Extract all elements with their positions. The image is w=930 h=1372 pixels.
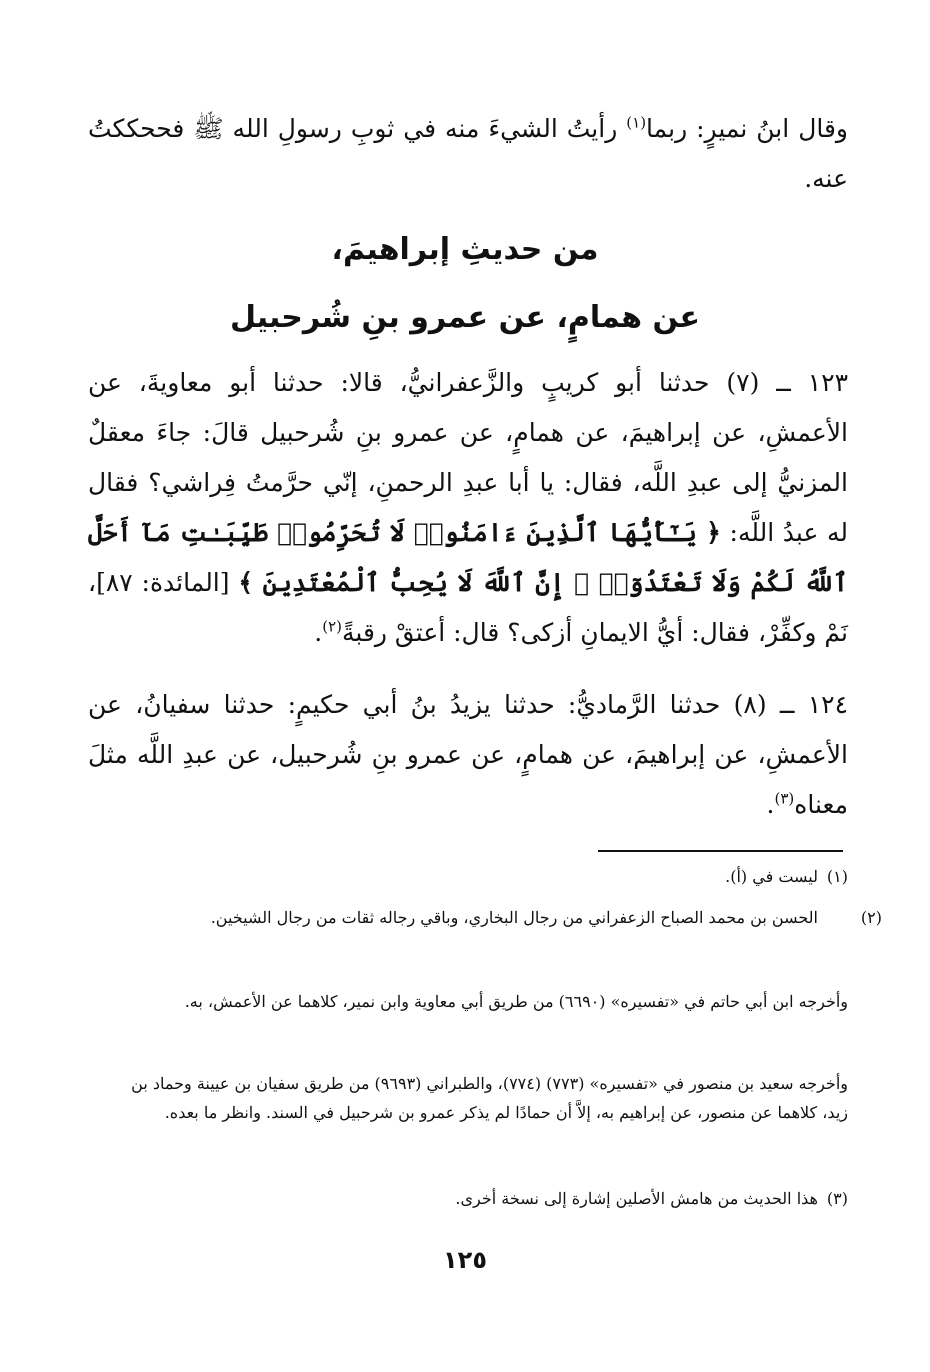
footnote-ref-3[interactable]: (٣) <box>774 789 795 808</box>
hadith-124-text-b: . <box>766 790 775 819</box>
intro-text-b: رأيتُ الشيءَ منه في ثوبِ رسولِ الله ﷺ فححككتُ عنه. <box>88 114 848 193</box>
footnote-2-paragraph-3: وأخرجه سعيد بن منصور في «تفسيره» (٧٧٣) (٧٧٤)، والطبراني (٩٦٩٣) من طريق سفيان بن عيينة وحماد بن زيد، كلاهما عن منصور، عن إبراهيم به، إلاَّ أن حمادًا لم يذكر عمرو بن شرحبيل في السند. وانظر ما بعده. <box>131 1074 848 1122</box>
intro-paragraph <box>88 104 848 204</box>
hadith-124-paragraph <box>88 680 848 830</box>
footnote-divider <box>598 850 843 852</box>
hadith-124-text-a: ١٢٤ ــ (٨) حدثنا الرَّماديُّ: حدثنا يزيدُ بنُ أبي حكيمٍ: حدثنا سفيانُ، عن الأعمشِ، عن إبراهيمَ، عن همامٍ، عن عمرو بنِ شُرحبيل، عن عبدِ اللَّه مثلَ معناه <box>88 690 849 819</box>
footnote-2 <box>88 903 882 932</box>
page-number: ١٢٥ <box>443 1246 487 1274</box>
footnote-1-text: ليست في (أ). <box>725 867 818 886</box>
footnote-3 <box>88 1184 848 1213</box>
hadith-123-text-a: ١٢٣ ــ (٧) حدثنا أبو كريبٍ والزَّعفرانيُّ، قالا: حدثنا أبو معاويةَ، عن الأعمشِ، عن إبراهيمَ، عن همامٍ، عن عمرو بنِ شُرحبيل قالَ: جاءَ معقلٌ المزنيُّ إلى عبدِ اللَّه، فقال: يا أبا عبدِ الرحمنِ، إنّي حرَّمتُ فِراشي؟ فقال له عبدُ اللَّه: <box>88 368 849 547</box>
hadith-123-text-c: . <box>314 618 323 647</box>
footnote-2-number: (٢) <box>860 908 882 927</box>
footnote-ref-1[interactable]: (١) <box>626 113 647 132</box>
footnote-1 <box>88 862 848 891</box>
hadith-123-text-b: [المائدة: ٨٧]، نَمْ وكفِّرْ، فقال: أيُّ الايمانِ أزكى؟ قال: أعتقْ رقبةً <box>88 568 848 647</box>
footnote-3-text: هذا الحديث من هامش الأصلين إشارة إلى نسخة أخرى. <box>455 1189 818 1208</box>
hadith-123-paragraph <box>88 358 848 658</box>
footnote-ref-2[interactable]: (٢) <box>322 617 343 636</box>
intro-text-a: وقال ابنُ نميرٍ: ربما <box>646 114 848 143</box>
footnote-2-text: الحسن بن محمد الصباح الزعفراني من رجال البخاري، وباقي رجاله ثقات من رجال الشيخين. <box>210 908 818 927</box>
section-heading-line-1: من حديثِ إبراهيمَ، <box>331 232 599 267</box>
quran-verse: ﴿ يَـٰٓأَيُّهَا ٱلَّذِينَ ءَامَنُوا۟ لَا تُحَرِّمُوا۟ طَيِّبَـٰتِ مَآ أَحَلَّ ٱللَّهُ لَكُمْ وَلَا تَعْتَدُوٓا۟ ۚ إِنَّ ٱللَّهَ لَا يُحِبُّ ٱلْمُعْتَدِينَ ﴾ <box>88 518 848 597</box>
footnote-2-paragraph-2: وأخرجه ابن أبي حاتم في «تفسيره» (٦٦٩٠) من طريق أبي معاوية وابن نمير، كلاهما عن الأعمش، به. <box>184 992 848 1011</box>
section-heading-line-2: عن همامٍ، عن عمرو بنِ شُرحبيل <box>230 300 700 335</box>
footnote-1-number: (١) <box>826 867 848 886</box>
footnote-3-number: (٣) <box>826 1189 848 1208</box>
